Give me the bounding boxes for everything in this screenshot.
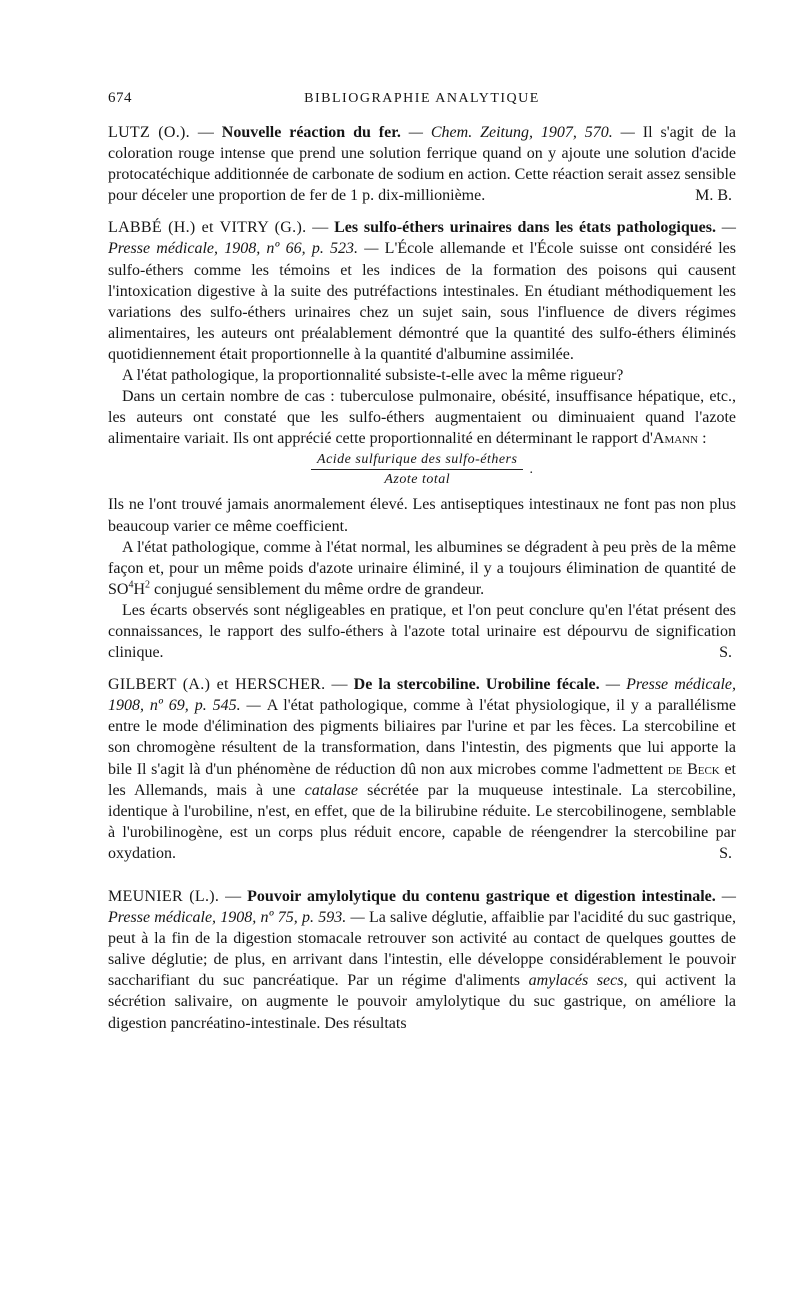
- entry-title: Pouvoir amylolytique du contenu gastrique et digestion intestinale.: [247, 888, 716, 905]
- ratio-formula: [108, 451, 736, 488]
- entry-text: Il s'agit de la coloration rouge intense que prend une solution ferrique quand on y ajoute une solution d'acide protocatéchique additionnée de carbonate de sodium en action. Cette réaction serait assez sensible pour déceler une proportion de fer de 1 p. dix-millionième.: [108, 124, 737, 205]
- entry-text: Les écarts observés sont négligeables en pratique, et l'on peut conclure qu'en l'état présent des connaissances, le rapport des sulfo-éthers à l'azote total urinaire est dépourvu de signification clinique.: [108, 601, 736, 662]
- bibliography-entry: [108, 674, 736, 864]
- entry-signature: S.: [719, 844, 732, 862]
- entry-text: H: [133, 580, 146, 598]
- entry-paragraph: [108, 386, 736, 449]
- entry-dash: —: [325, 676, 354, 694]
- superscript: 4: [128, 579, 134, 591]
- entry-source: — Chem. Zeitung, 1907, 570. —: [400, 124, 643, 141]
- entry-signature: M. B.: [695, 187, 732, 205]
- entry-author: MEUNIER (L.).: [108, 888, 220, 905]
- entry-text: et les Allemands, mais à une: [108, 760, 737, 799]
- page-header: [108, 88, 736, 110]
- entry-title: Les sulfo-éthers urinaires dans les états pathologiques.: [334, 219, 716, 237]
- entry-title: De la stercobiline. Urobiline fécale.: [353, 676, 600, 694]
- entry-text: sécrétée par la muqueuse intestinale. La stercobiline, identique à l'urobiline, n'est, en effet, que de la bilirubine réduite. Le stercobilinogene, semblable à l'urobilinogène, est un corps plus réduit encore, capable de réengendrer la stercobiline par oxydation.: [108, 781, 736, 862]
- entry-text: Dans un certain nombre de cas : tuberculose pulmonaire, obésité, insuffisance hépatique, etc., les auteurs ont constaté que les sulfo-éthers augmentaient ou diminuaient quand l'azote alimentaire variait. Ils ont apprécié cette proportionnalité en déterminant le rapport d': [108, 388, 736, 448]
- entry-paragraph: [108, 122, 736, 206]
- entry-dash: —: [219, 888, 248, 905]
- entry-paragraph: A l'état pathologique, la proportionnalité subsiste-t-elle avec la même rigueur?: [122, 367, 624, 385]
- formula-period: .: [529, 462, 533, 478]
- entry-author: LABBÉ (H.) et VITRY (G.).: [108, 219, 307, 237]
- entry-author: LUTZ (O.).: [108, 124, 190, 141]
- entry-text: qui activent la sécrétion salivaire, on augmente le pouvoir amylolytique du suc gastrique, on améliore la digestion pancréatino-intestinale. Des résultats: [108, 972, 737, 1032]
- bibliography-entry: [108, 886, 736, 1034]
- fraction-denominator: Azote total: [384, 472, 451, 488]
- fraction-numerator: Acide sulfurique des sulfo-éthers: [311, 451, 523, 470]
- entry-paragraph: [108, 217, 736, 365]
- entry-dash: —: [189, 124, 222, 141]
- bibliography-entry: [108, 122, 736, 206]
- entry-paragraph: [108, 886, 736, 1034]
- italic-term: catalase: [304, 781, 358, 799]
- cited-author: Amann: [652, 430, 699, 448]
- entry-source: — Presse médicale, 1908, nº 69, p. 545. —: [108, 676, 737, 715]
- entry-source: — Presse médicale, 1908, nº 75, p. 593. —: [108, 888, 736, 927]
- entry-paragraph: Ils ne l'ont trouvé jamais anormalement élevé. Les antiseptiques intestinaux ne font pas non plus beaucoup varier ce même coefficient.: [108, 496, 736, 535]
- entry-paragraph: [108, 600, 736, 663]
- entry-paragraph: [108, 674, 736, 864]
- entry-text: A l'état pathologique, comme à l'état normal, les albumines se dégradent à peu près de la même façon et, pour un même poids d'azote urinaire éliminé, il y a toujours élimination de quantité de SO: [108, 538, 736, 598]
- entry-dash: —: [306, 219, 335, 237]
- entry-signature: S.: [719, 644, 732, 662]
- cited-author: de Beck: [667, 760, 720, 778]
- entry-text: :: [698, 430, 707, 448]
- entry-paragraph: [108, 537, 736, 600]
- entry-source: — Presse médicale, 1908, nº 66, p. 523. —: [108, 219, 737, 258]
- superscript: 2: [145, 579, 151, 591]
- running-title: BIBLIOGRAPHIE ANALYTIQUE: [304, 91, 540, 106]
- entry-text: L'École allemande et l'École suisse ont considéré les sulfo-éthers comme les témoins et les indices de la formation des poisons qui causent l'intoxication digestive à la suite des putréfactions intestinales. En étudiant méthodiquement les variations des sulfo-éthers urinaires chez un sujet sain, sous l'influence de divers régimes alimentaires, les auteurs ont préalablement démontré que la quantité des sulfo-éthers éliminés quotidiennement était proportionnelle à la quantité d'albumine assimilée.: [108, 240, 736, 363]
- entry-text: A l'état pathologique, comme à l'état physiologique, il y a parallélisme entre le mode d'élimination des pigments biliaires par l'urine et par les fèces. La stercobiline et son chromogène résultent de la transformation, dans l'intestin, des pigments que lui apporte la bile Il s'agit là d'un phénomène de réduction dû non aux microbes comme l'admettent: [108, 697, 737, 778]
- fraction: [311, 451, 523, 488]
- italic-term: amylacés secs,: [528, 972, 628, 990]
- document-page: [108, 88, 736, 1045]
- entry-text: conjugué sensiblement du même ordre de grandeur.: [150, 580, 485, 598]
- entry-title: Nouvelle réaction du fer.: [221, 124, 401, 141]
- bibliography-entry: [108, 217, 736, 663]
- entry-text: La salive déglutie, affaiblie par l'acidité du suc gastrique, peut à la fin de la digestion stomacale retrouver son activité au contact de quelques gouttes de salive déglutie; de plus, en arrivant dans l'intestin, elle développe considérablement le pouvoir saccharifiant du suc pancréatique. Par un régime d'aliments: [108, 909, 736, 990]
- page-number: 674: [108, 90, 132, 106]
- entry-author: GILBERT (A.) et HERSCHER.: [108, 676, 326, 694]
